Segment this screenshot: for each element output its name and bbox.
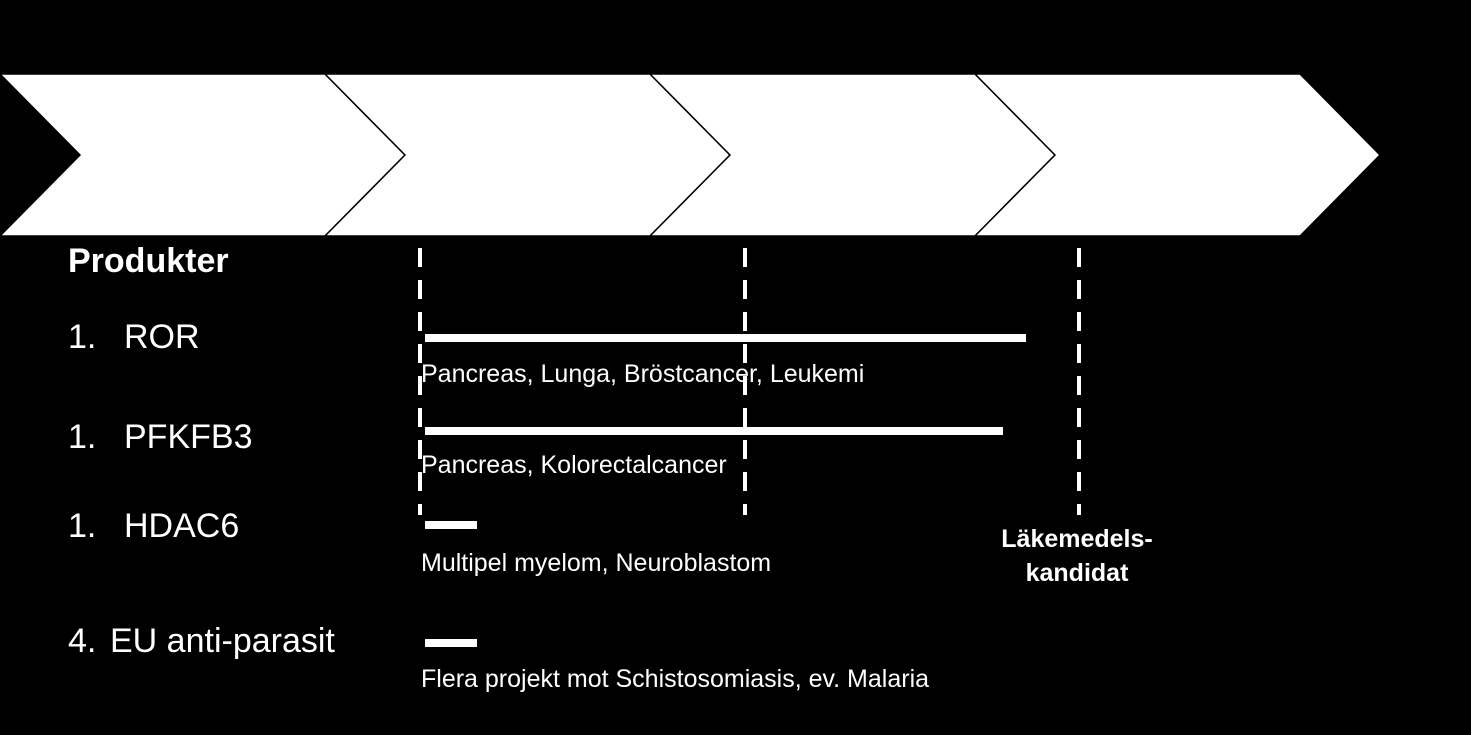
phase-chevron-1: [0, 74, 405, 236]
product-name: PFKFB3: [124, 418, 253, 456]
section-heading: Produkter: [68, 242, 229, 280]
product-name: EU anti-parasit: [110, 622, 335, 660]
product-number: 1.: [68, 418, 97, 456]
product-name: HDAC6: [124, 507, 240, 545]
product-indications: Multipel myelom, Neuroblastom: [421, 549, 772, 577]
product-number: 1.: [68, 318, 97, 356]
product-name: ROR: [124, 318, 200, 356]
product-indications: Flera projekt mot Schistosomiasis, ev. Malaria: [421, 665, 930, 693]
product-number: 1.: [68, 507, 97, 545]
product-indications: Pancreas, Lunga, Bröstcancer, Leukemi: [421, 360, 865, 388]
product-number: 4.: [68, 622, 97, 660]
product-indications: Pancreas, Kolorectalcancer: [421, 451, 727, 479]
milestone-label: Läkemedels-kandidat: [1001, 525, 1153, 587]
phase-chevrons: [0, 74, 1380, 236]
